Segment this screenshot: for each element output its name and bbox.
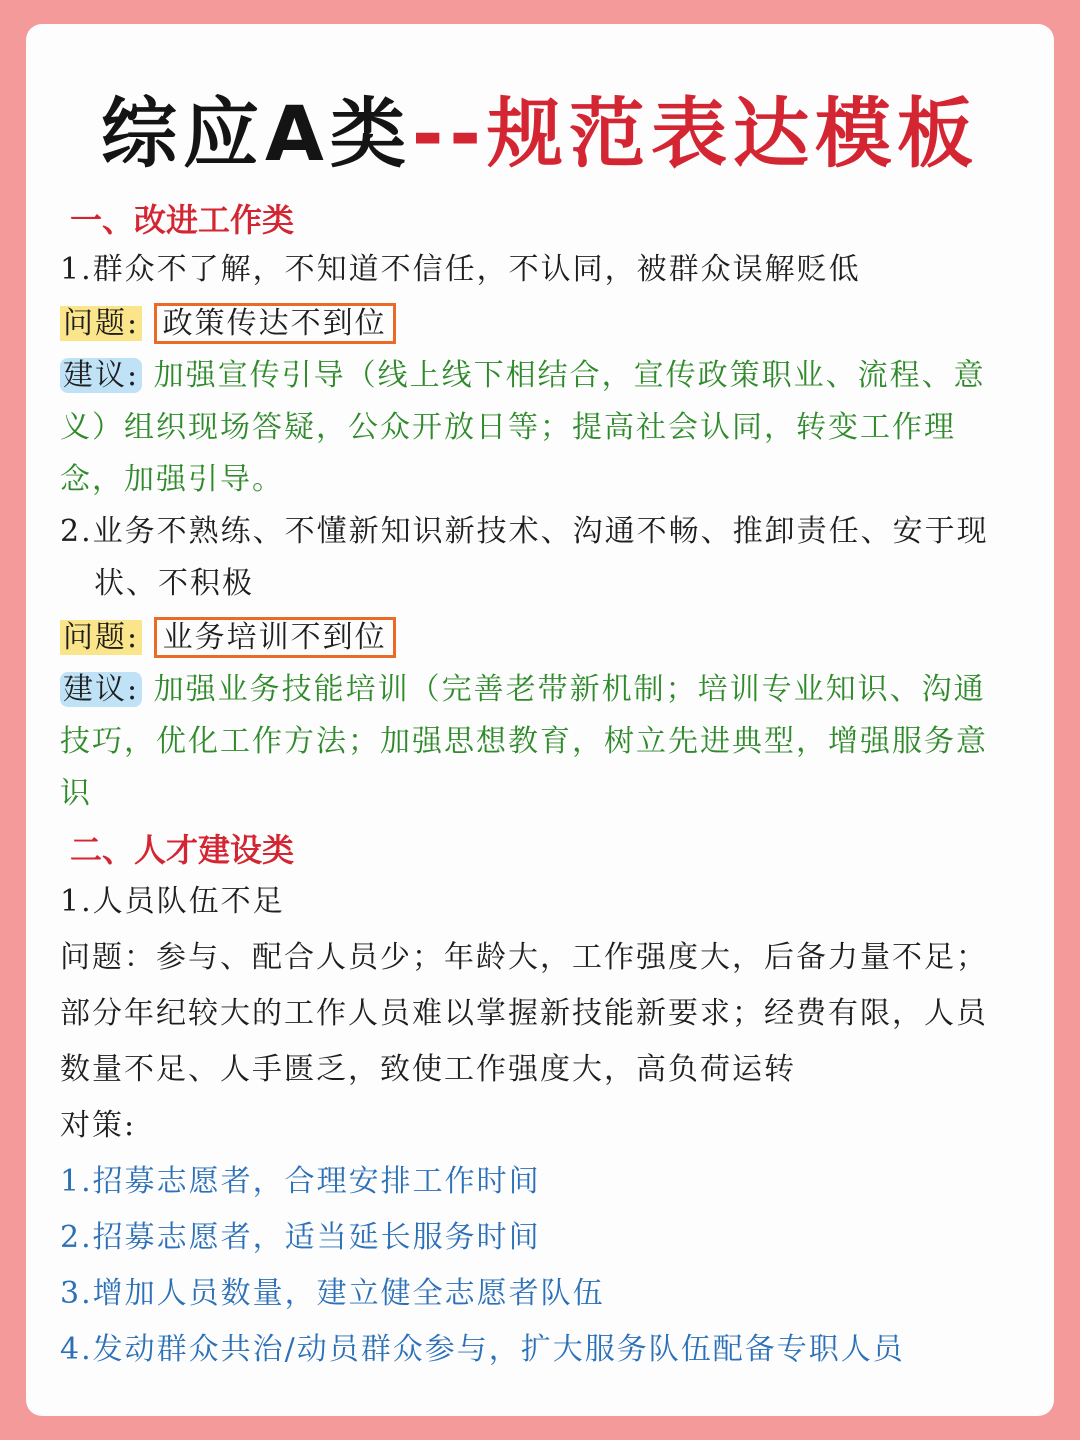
s1-item1-advice-line3: 念，加强引导。: [60, 462, 284, 497]
problem-box: 政策传达不到位: [154, 303, 396, 344]
s1-item2-advice-line3: 识: [60, 776, 92, 811]
page-title: [60, 86, 1020, 182]
s2-problem-line3: 数量不足、人手匮乏，致使工作强度大，高负荷运转: [60, 1052, 796, 1087]
content-card: [26, 24, 1054, 1416]
advice-text: 加强宣传引导（线上线下相结合，宣传政策职业、流程、意: [153, 358, 986, 393]
s2-problem-line1: 问题：参与、配合人员少；年龄大，工作强度大，后备力量不足；: [60, 940, 988, 975]
s1-item1-problem-row: [60, 298, 1020, 350]
measures-label: 对策:: [60, 1108, 137, 1143]
s1-item2-text: 2.业务不熟练、不懂新知识新技术、沟通不畅、推卸责任、安于现状、不积极: [60, 514, 989, 601]
section1-heading: 一、改进工作类: [70, 201, 295, 239]
measure-item: 2.招募志愿者，适当延长服务时间: [60, 1220, 541, 1255]
advice-label: 建议:: [60, 672, 142, 707]
section2-heading: 二、人才建设类: [70, 831, 295, 869]
problem-label: 问题:: [60, 306, 142, 341]
s1-item2-advice-line1: [60, 664, 1020, 716]
s1-item1-advice-line1: [60, 350, 1020, 402]
measure-item: 1.招募志愿者，合理安排工作时间: [60, 1164, 541, 1199]
title-part2: --规范表达模板: [411, 89, 979, 178]
s2-problem-line2: 部分年纪较大的工作人员难以掌握新技能新要求；经费有限，人员: [60, 996, 988, 1031]
measure-item: 3.增加人员数量，建立健全志愿者队伍: [60, 1276, 605, 1311]
measure-item: 4.发动群众共治/动员群众参与，扩大服务队伍配备专职人员: [60, 1332, 905, 1367]
s1-item1-advice-line2: 义）组织现场答疑，公众开放日等；提高社会认同，转变工作理: [60, 410, 956, 445]
problem-box: 业务培训不到位: [154, 617, 396, 658]
s1-item1-text: 1.群众不了解，不知道不信任，不认同，被群众误解贬低: [60, 252, 861, 287]
s1-item2-problem-row: [60, 612, 1020, 664]
problem-label: 问题:: [60, 620, 142, 655]
advice-text: 加强业务技能培训（完善老带新机制；培训专业知识、沟通: [153, 672, 986, 707]
s2-item1-text: 1.人员队伍不足: [60, 884, 285, 919]
advice-label: 建议:: [60, 358, 142, 393]
title-part1: 综应A类: [101, 89, 412, 178]
s1-item2-advice-line2: 技巧，优化工作方法；加强思想教育，树立先进典型，增强服务意: [60, 724, 988, 759]
